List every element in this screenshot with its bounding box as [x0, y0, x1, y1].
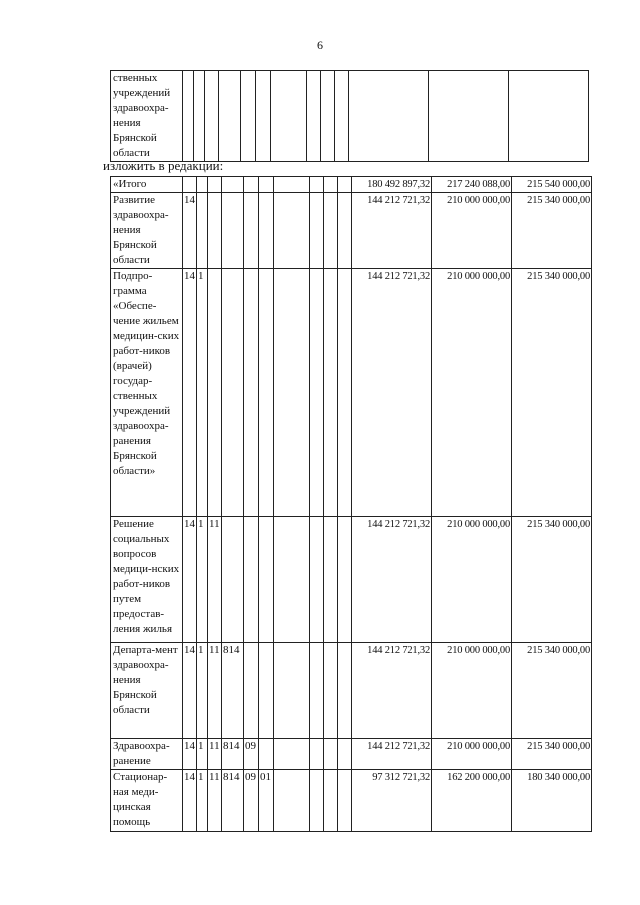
empty-code-cell: [338, 269, 352, 517]
empty-code-cell: [324, 739, 338, 770]
subsection-code-cell: [259, 739, 274, 770]
subsection-code-cell: [259, 193, 274, 269]
department-code-cell: [222, 177, 244, 193]
department-code-cell: 814: [222, 739, 244, 770]
subsection-code-cell: [259, 517, 274, 643]
program-code-cell: 14: [183, 739, 197, 770]
budget-table: [110, 176, 592, 832]
table-row: [111, 193, 592, 269]
amount-year1-cell: 144 212 721,32: [352, 193, 432, 269]
amount-year3-cell: 215 340 000,00: [512, 643, 592, 739]
subprogram-code-cell: 1: [197, 739, 208, 770]
event-code-cell: [208, 269, 222, 517]
row-name-cell: «Итого: [111, 177, 183, 193]
empty-code-cell: [338, 193, 352, 269]
amount-year2-cell: 217 240 088,00: [432, 177, 512, 193]
program-code-cell: [183, 177, 197, 193]
empty-code-cell: [310, 739, 324, 770]
target-code-cell: [274, 269, 310, 517]
amount-year1-cell: 180 492 897,32: [352, 177, 432, 193]
amount-year3-cell: 180 340 000,00: [512, 770, 592, 832]
table-row: [111, 770, 592, 832]
event-code-cell: [208, 193, 222, 269]
empty-code-cell: [310, 770, 324, 832]
amount-year1-cell: 144 212 721,32: [352, 739, 432, 770]
department-code-cell: 814: [222, 770, 244, 832]
subsection-code-cell: [259, 269, 274, 517]
subprogram-code-cell: 1: [197, 643, 208, 739]
row-name-cell: Развитие здравоохра-нения Брянской области: [111, 193, 183, 269]
program-code-cell: 14: [183, 643, 197, 739]
amount-year1-cell: 144 212 721,32: [352, 517, 432, 643]
empty-code-cell: [338, 739, 352, 770]
target-code-cell: [274, 193, 310, 269]
event-code-cell: 11: [208, 770, 222, 832]
empty-code-cell: [310, 177, 324, 193]
table-row: [111, 739, 592, 770]
target-code-cell: [274, 739, 310, 770]
subsection-code-cell: [259, 177, 274, 193]
empty-code-cell: [310, 193, 324, 269]
section-code-cell: [244, 269, 259, 517]
program-code-cell: 14: [183, 193, 197, 269]
row-name-cell: Департа-мент здравоохра-нения Брянской области: [111, 643, 183, 739]
fragment-name-cell: ственных учреждений здравоохра-нения Брянской области: [111, 71, 183, 162]
target-code-cell: [274, 770, 310, 832]
empty-code-cell: [338, 643, 352, 739]
empty-code-cell: [310, 643, 324, 739]
row-name-cell: Стационар-ная меди-цинская помощь: [111, 770, 183, 832]
subprogram-code-cell: [197, 177, 208, 193]
empty-code-cell: [338, 517, 352, 643]
row-name-cell: Решение социальных вопросов медици-нских работ-ников путем предостав-ления жилья: [111, 517, 183, 643]
event-code-cell: 11: [208, 643, 222, 739]
empty-code-cell: [324, 770, 338, 832]
event-code-cell: [208, 177, 222, 193]
department-code-cell: [222, 193, 244, 269]
empty-code-cell: [324, 177, 338, 193]
empty-code-cell: [324, 269, 338, 517]
department-code-cell: [222, 269, 244, 517]
subsection-code-cell: [259, 643, 274, 739]
amount-year2-cell: 210 000 000,00: [432, 739, 512, 770]
amount-year1-cell: 144 212 721,32: [352, 643, 432, 739]
amount-year2-cell: 162 200 000,00: [432, 770, 512, 832]
section-code-cell: 09: [244, 770, 259, 832]
amount-year3-cell: 215 340 000,00: [512, 193, 592, 269]
event-code-cell: 11: [208, 739, 222, 770]
amount-year3-cell: 215 540 000,00: [512, 177, 592, 193]
empty-code-cell: [324, 193, 338, 269]
subprogram-code-cell: [197, 193, 208, 269]
amount-year3-cell: 215 340 000,00: [512, 269, 592, 517]
department-code-cell: [222, 517, 244, 643]
amount-year3-cell: 215 340 000,00: [512, 517, 592, 643]
empty-code-cell: [338, 177, 352, 193]
section-code-cell: [244, 517, 259, 643]
section-code-cell: [244, 643, 259, 739]
subprogram-code-cell: 1: [197, 269, 208, 517]
continued-table-fragment: [110, 70, 589, 162]
subprogram-code-cell: 1: [197, 517, 208, 643]
amount-year2-cell: 210 000 000,00: [432, 643, 512, 739]
amount-year1-cell: 97 312 721,32: [352, 770, 432, 832]
program-code-cell: 14: [183, 770, 197, 832]
section-code-cell: [244, 193, 259, 269]
amount-year2-cell: 210 000 000,00: [432, 517, 512, 643]
amount-year2-cell: 210 000 000,00: [432, 269, 512, 517]
amount-year1-cell: 144 212 721,32: [352, 269, 432, 517]
section-code-cell: [244, 177, 259, 193]
empty-code-cell: [310, 517, 324, 643]
row-name-cell: Здравоохра-ранение: [111, 739, 183, 770]
empty-code-cell: [338, 770, 352, 832]
empty-code-cell: [310, 269, 324, 517]
subsection-code-cell: 01: [259, 770, 274, 832]
target-code-cell: [274, 177, 310, 193]
section-code-cell: 09: [244, 739, 259, 770]
table-row: [111, 517, 592, 643]
amount-year2-cell: 210 000 000,00: [432, 193, 512, 269]
table-row: [111, 643, 592, 739]
empty-code-cell: [324, 517, 338, 643]
subprogram-code-cell: 1: [197, 770, 208, 832]
intro-text: изложить в редакции:: [103, 158, 224, 173]
table-row: [111, 269, 592, 517]
department-code-cell: 814: [222, 643, 244, 739]
program-code-cell: 14: [183, 269, 197, 517]
program-code-cell: 14: [183, 517, 197, 643]
event-code-cell: 11: [208, 517, 222, 643]
row-name-cell: Подпро-грамма «Обеспе-чение жильем медицин-ских работ-ников (врачей) государ-ственных учреждений здравоохра-ранения Брянской области»: [111, 269, 183, 517]
target-code-cell: [274, 517, 310, 643]
table-row: [111, 177, 592, 193]
page-number: 6: [317, 38, 323, 52]
amount-year3-cell: 215 340 000,00: [512, 739, 592, 770]
empty-code-cell: [324, 643, 338, 739]
target-code-cell: [274, 643, 310, 739]
